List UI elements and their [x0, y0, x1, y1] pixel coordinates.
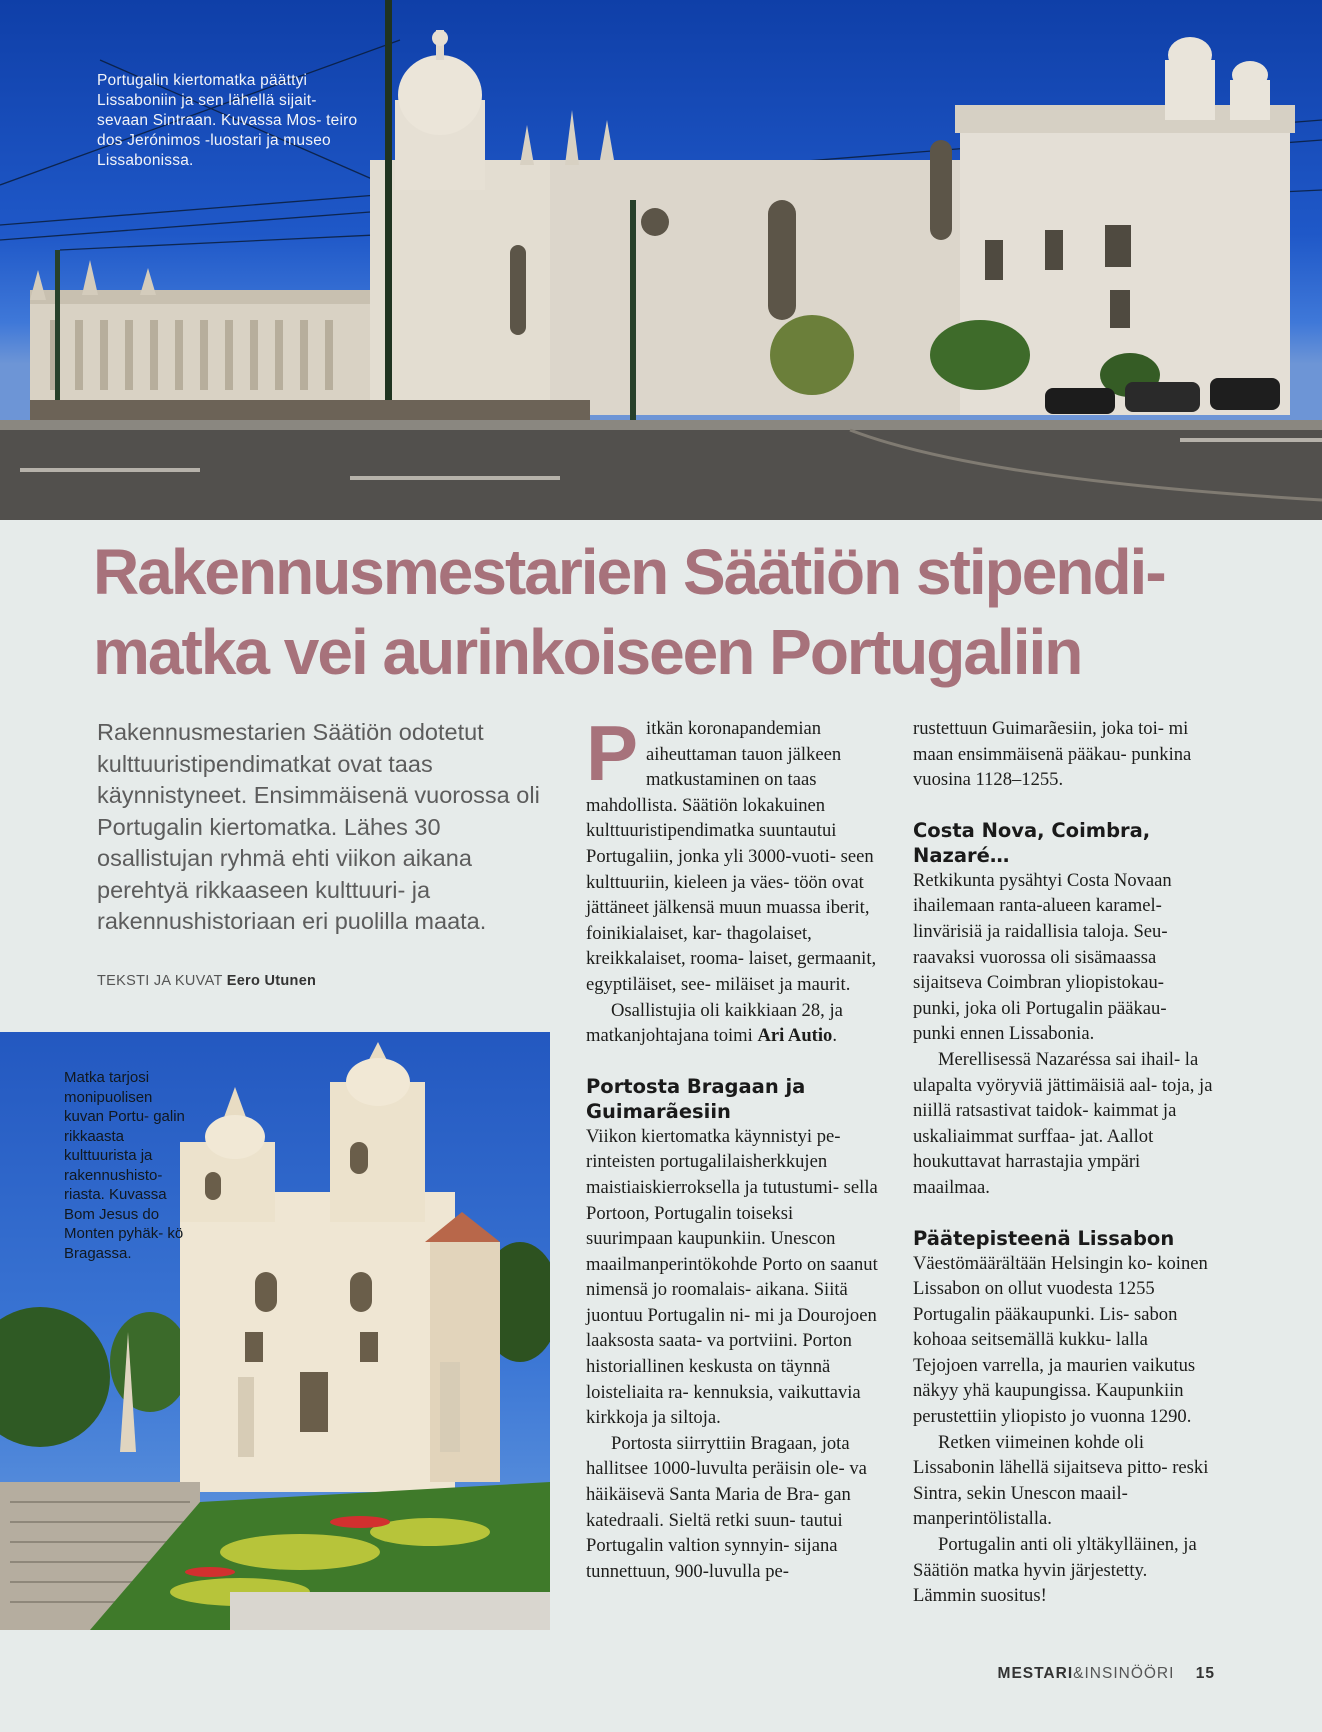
body-paragraph-sintra: Retken viimeinen kohde oli Lissabonin lähellä sijaitseva pitto- reski Sintra, sekin Unescon maail- manperintölistalla.: [913, 1431, 1209, 1530]
article-lead: Rakennusmestarien Säätiön odotetut kulttuuristipendimatkat ovat taas käynnistyneet. Ensimmäisenä vuorossa oli Portugalin kiertomatka. Lähes 30 osallistujan ryhmä ehti viikon aikana perehtyä rikkaaseen kulttuuri- ja rakennushistoriaan eri puolilla maata.: [97, 719, 540, 934]
page-number: 15: [1195, 1665, 1215, 1682]
tour-guide-name: Ari Autio: [757, 1025, 833, 1047]
body-paragraph-participants: Osallistujia oli kaikkiaan 28, ja matkanjohtajana toimi Ari Autio.: [586, 999, 843, 1047]
body-column-1: [586, 709, 879, 1584]
body-column-2: [913, 716, 1213, 1609]
article-headline: [93, 532, 1243, 692]
subheading-costa-nova: Costa Nova, Coimbra, Nazaré…: [913, 818, 1151, 867]
magazine-name: MESTARI&INSINÖÖRI: [997, 1665, 1175, 1682]
page-footer: [998, 1665, 1215, 1683]
byline-label: TEKSTI JA KUVAT: [97, 973, 223, 989]
byline: [97, 973, 547, 989]
body-paragraph-guimaraes: rustettuun Guimarãesiin, joka toi- mi maan ensimmäisenä pääkau- punkina vuosina 1128–1255.: [913, 718, 1192, 791]
body-paragraph-lissabon: Väestömäärältään Helsingin ko- koinen Lissabon on ollut vuodesta 1255 Portugalin pääkaupunki. Lis- sabon kohoaa seitsemällä kukku- lalla Tejojoen varrella, ja maurien vaikutus näkyy yhä kaupungissa. Kaupunkiin perustettiin yliopisto jo vuonna 1290.: [913, 1252, 1208, 1428]
body-paragraph-intro: Pitkän koronapandemian aiheuttaman tauon jälkeen matkustaminen on taas mahdollista. Säätiön lokakuinen kulttuuristipendimatka suuntautui Portugaliin, jonka yli 3000-vuoti- seen kulttuuriin, kieleen ja väes- töön ovat jättäneet jälkensä muun muassa iberit, foinikialaiset, kar- thagolaiset, kreikkalaiset, rooma- laiset, germaanit, egyptiläiset, see- miläiset ja maurit.: [586, 709, 877, 995]
body-paragraph-nazare: Merellisessä Nazaréssa sai ihail- la ulapalta vyöryviä jättimäisiä aal- toja, ja niillä ratsastivat taidok- kaimmat ja uskaliaimmat surffaa- jat. Aallot houkuttavat harrastajia ympäri maailmaa.: [913, 1048, 1213, 1198]
drop-cap: P: [586, 709, 639, 797]
headline-line-2: matka vei aurinkoiseen Portugaliin: [93, 616, 1082, 688]
bom-jesus-photo-caption: Matka tarjosi monipuolisen kuvan Portu- galin rikkaasta kulttuurista ja rakennushisto- riasta. Kuvassa Bom Jesus do Monten pyhäk- kö Bragassa.: [64, 1069, 185, 1262]
subheading-porto: Portosta Bragaan ja Guimarãesiin: [586, 1074, 806, 1123]
hero-photo-caption: Portugalin kiertomatka päättyi Lissaboniin ja sen lähellä sijait- sevaan Sintraan. Kuvassa Mos- teiro dos Jerónimos -luostari ja museo Lissabonissa.: [97, 72, 358, 169]
body-paragraph-braga: Portosta siirryttiin Bragaan, jota hallitsee 1000-luvulta peräisin ole- va häikäisevä Santa Maria de Bra- gan katedraali. Sieltä retki suun- tautui Portugalin valtion synnyin- sijana tunnettuun, 900-luvulla pe-: [586, 1432, 867, 1582]
subheading-lissabon: Päätepisteenä Lissabon: [913, 1226, 1175, 1250]
body-paragraph-conclusion: Portugalin anti oli yltäkylläinen, ja Säätiön matka hyvin järjestetty. Lämmin suositus!: [913, 1534, 1197, 1607]
body-paragraph-porto: Viikon kiertomatka käynnistyi pe- rinteisten portugalilaisherkkujen maistiaiskierroksella ja tutustumi- sella Portoon, Portugalin toiseksi suurimpaan kaupunkiin. Unescon maailmanperintökohde Porto on saanut nimensä jo roomalais- aikana. Siitä juontuu Portugalin ni- mi ja Dourojoen laaksosta saata- va portviini. Porton historiallinen keskusta on täynnä loisteliaita ra- kennuksia, vaikuttavia kirkkoja ja siltoja.: [586, 1125, 878, 1429]
headline-line-1: Rakennusmestarien Säätiön stipendi-: [93, 536, 1165, 608]
body-paragraph-costa-nova: Retkikunta pysähtyi Costa Novaan ihailemaan ranta-alueen karamel- linvärisiä ja raidallisia taloja. Seu- raavaksi vuorossa oli sisämaassa sijaitseva Coimbran yliopistokau- punki, joka oli Portugalin pääkau- punki ennen Lissabonia.: [913, 869, 1172, 1045]
byline-author: Eero Utunen: [226, 973, 317, 989]
